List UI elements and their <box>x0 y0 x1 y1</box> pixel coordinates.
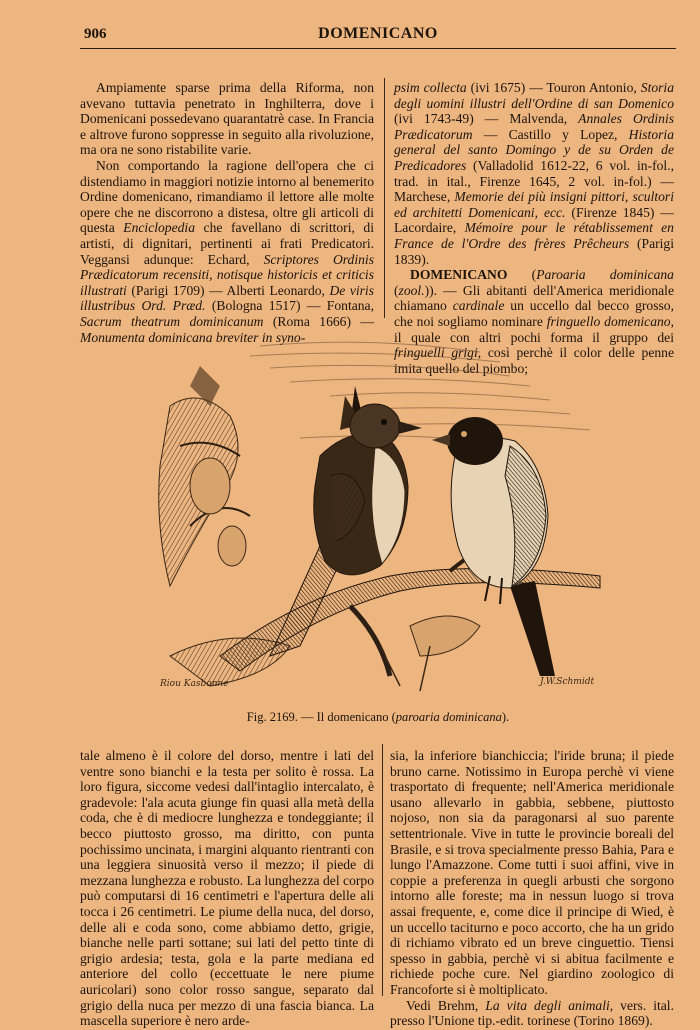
column-divider-bottom <box>382 744 383 996</box>
crested-bird-left <box>270 386 422 656</box>
entry-headword: DOMENICANO <box>410 267 508 283</box>
paragraph-bibliography-cont: psim collecta (ivi 1675) — Touron Antonio, Storia degli uomini illustri dell'Ordine di san Domenico (ivi 1743-49) — Malvenda, Annales Ordinis Prædicatorum — Castillo y Lopez, Historia general del santo Domingo y de su Orden de Predicadores (Valladolid 1612-22, 6 vol. in-fol., trad. in ital., Firenze 1645, 2 vol. in-fol.) — Marchese, Memorie dei più insigni pittori, scultori ed architetti Domenicani, ecc. (Firenze 1845) — Lacordaire, Mémoire pour le rétablissement en France de l'Ordre des frères Prêcheurs (Parigi 1839). <box>394 80 675 267</box>
text-column-top-left <box>80 80 374 345</box>
bird-engraving <box>150 326 620 704</box>
paragraph-description: tale almeno è il colore del dorso, mentre i lati del ventre sono bianchi e la testa per solito è rossa. La loro figura, siccome vedesi dall'intaglio intercalato, è gradevole: l'ala acuta giunge fin quasi alla metà della coda, che è di mediocre lunghezza e tondeggiante; il becco piuttosto grosso, ma diritto, con punta pochissimo uncinata, i margini alquanto rientranti con una leggiera sinuosità verso il mezzo; il piede di mezzana lunghezza e robusto. La lunghezza del corpo può computarsi di 16 centimetri e l'apertura delle ali tocca i 26 centimetri. Le piume della nuca, del dorso, delle ali e coda sono, come abbiamo detto, grigie, bianche nelle parti sottane; sui lati del petto tinte di grigio ardesia; testa, gola e la parte mediana ed anteriore del collo (eccettuate le nere piume auricolari) sono color rosso sangue, separato dal grigio della nuca per mezzo di una fascia bianca. La mascella superiore è nero arde- <box>80 748 374 1029</box>
paragraph-habits: sia, la inferiore bianchiccia; l'iride bruna; il piede bruno carne. Notissimo in Europa perchè vi viene trasportato di frequente; nell'America meridionale usano allevarlo in gabbia, sebbene, piuttosto nojoso, non sia da paragonarsi al suo parente settentrionale. Vive in tutte le provincie boreali del Brasile, e si trova specialmente presso Bahia, Para e lungo l'Amazzone. Come tutti i suoi affini, vive in coppie a preferenza in quegli arbusti che sorgono intorno alle foreste; ma in nessun luogo si trova assai frequente, e, come dice il principe di Wied, è un uccello taciturno e poco accorto, che ha un grido di richiamo vibrato ed un breve cinguettio. Tiensi spesso in gabbia, perchè vi si abitua facilmente e richiede poche cure. Nel giardino zoologico di Francoforte si è moltiplicato. <box>390 748 674 997</box>
paragraph-reference: Vedi Brehm, La vita degli animali, vers. ital. presso l'Unione tip.-edit. torinese (Torino 1869). <box>390 997 674 1029</box>
page-number: 906 <box>84 26 107 42</box>
figure-caption: Fig. 2169. — Il domenicano (paroaria dominicana). <box>246 710 510 724</box>
engraver-signature-right: J.W.Schmidt <box>540 677 595 687</box>
sky-hatching <box>250 342 590 442</box>
paragraph-entry-domenicano: DOMENICANO (Paroaria dominicana (zool.)). — Gli abitanti dell'America meridionale chiamano cardinale un uccello dal becco grosso, che noi sogliamo nominare fringuello domenicano, il quale con altri pochi forma il gruppo dei fringuelli grigi, così perchè il color delle penne imita quello del piombo; <box>394 267 674 376</box>
foliage-left <box>159 366 250 586</box>
paragraph-reform: Ampiamente sparse prima della Riforma, non avevano tuttavia penetrato in Inghilterra, dove i Domenicani possedevano quarantatrè case. In Francia e altrove furono soppresse in seguito alla rivoluzione, ma ora ne sono ristabilite varie. <box>80 80 374 158</box>
text-column-bottom-right <box>390 748 674 1029</box>
column-divider-top <box>384 78 385 318</box>
paragraph-bibliography: Non comportando la ragione dell'opera che ci distendiamo in maggiori notizie intorno al benemerito Ordine domenicano, rimandiamo il lettore alle molte opere che ne discorrono a distesa, oltre gli articoli di questa Enciclopedia che favellano di scrittori, di artisti, di dignitari, pertinenti ai frati Predicatori. Veggansi adunque: Echard, Scriptores Ordinis Prædicatorum recensiti, notisque historicis et criticis illustrati (Parigi 1709) — Alberti Leonardo, De viris illustribus Ord. Præd. (Bologna 1517) — Fontana, Sacrum theatrum dominicanum (Roma 1666) — Monumenta dominicana breviter in syno- <box>80 157 374 345</box>
running-title: DOMENICANO <box>318 25 438 42</box>
running-header <box>80 22 676 49</box>
text-column-bottom-left <box>80 748 374 1029</box>
engraver-signature-left: Riou Kasbonne <box>160 679 229 689</box>
